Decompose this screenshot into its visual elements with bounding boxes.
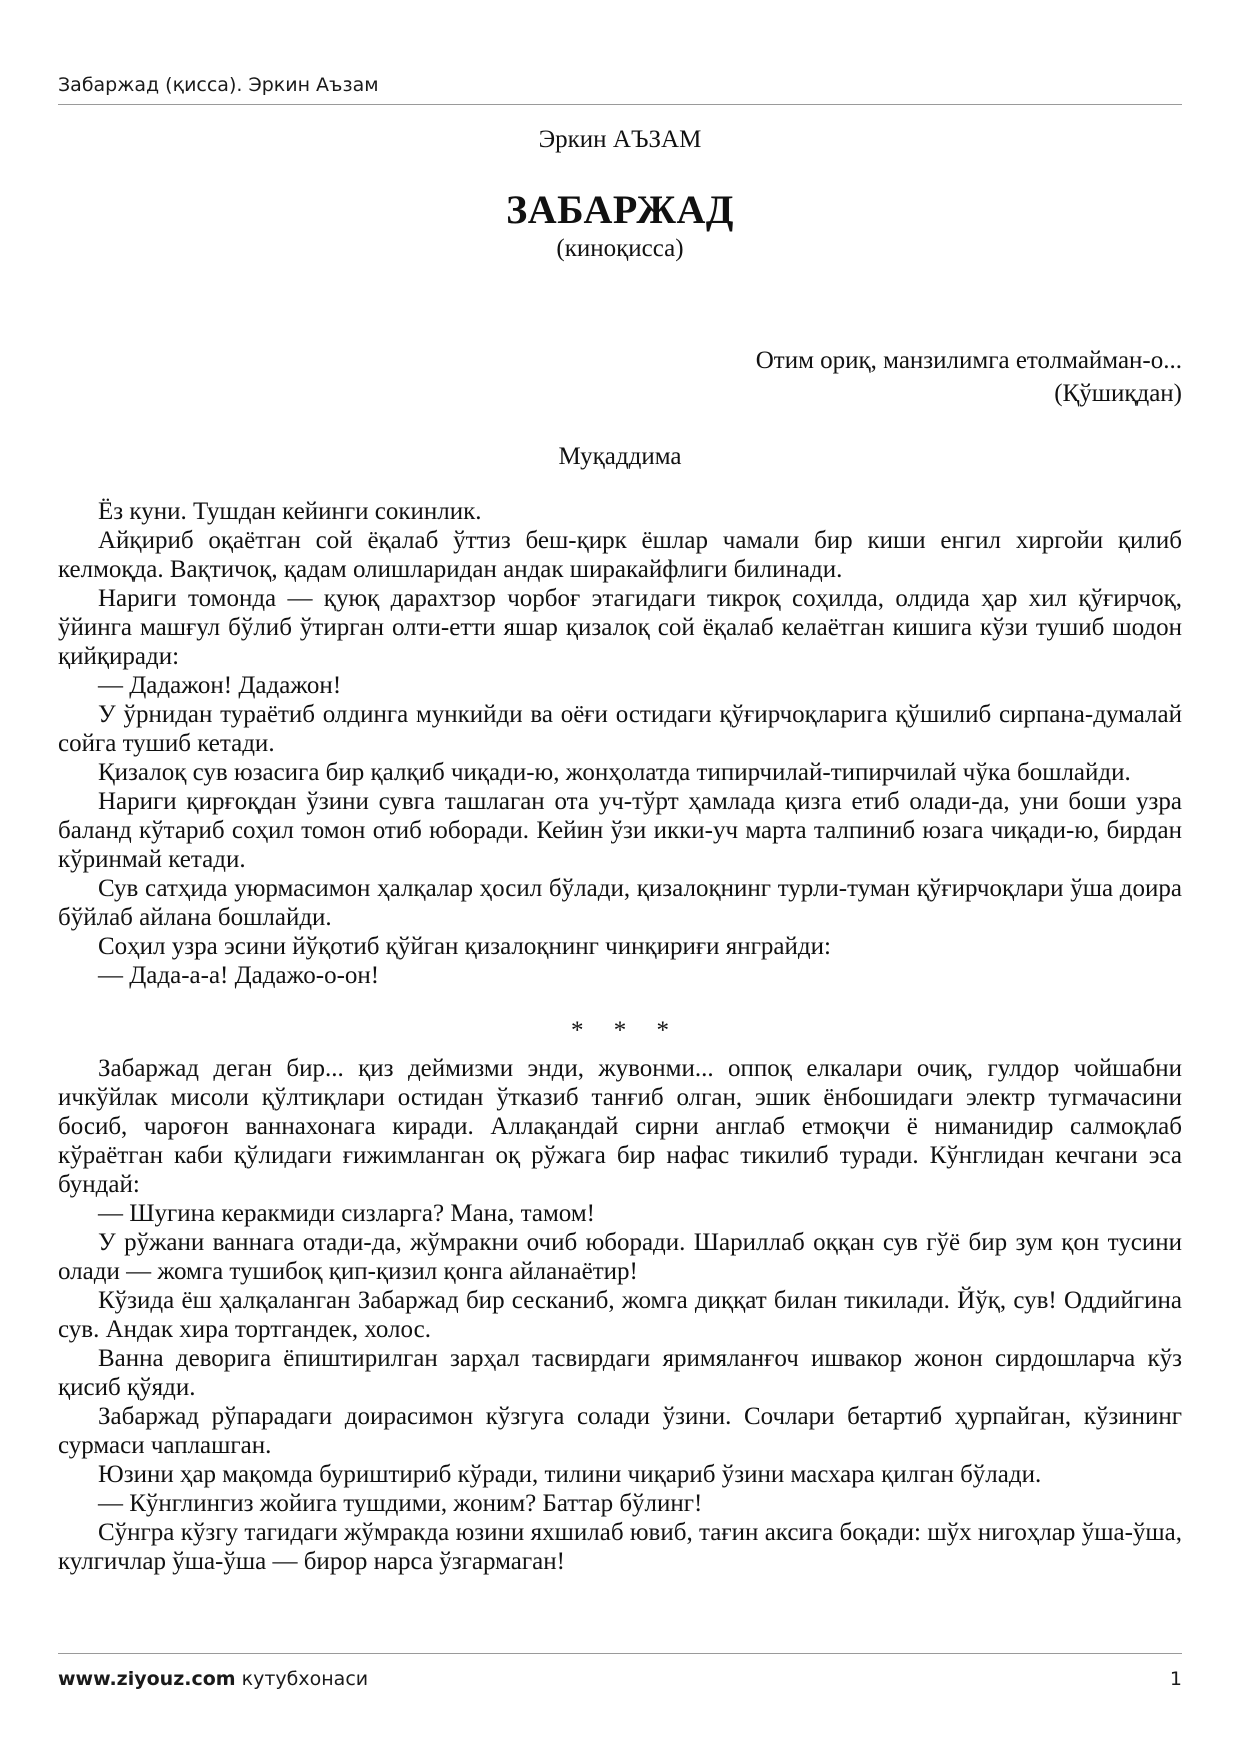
paragraph: У рўжани ваннага отади-да, жўмракни очиб юборади. Шариллаб оққан сув гўё бир зум қон тусини олади — жомга тушибоқ қип-қизил қонга айланаётир! <box>58 1229 1182 1285</box>
paragraph: — Дадажон! Дадажон! <box>98 672 342 699</box>
paragraph: Нариги қирғоқдан ўзини сувга ташлаган ота уч-тўрт ҳамлада қизга етиб олади-да, уни боши узра баланд кўтариб соҳил томон отиб юборади. Кейин ўзи икки-уч марта талпиниб юзага чиқади-ю, бирдан кўринмай кетади. <box>58 788 1182 873</box>
paragraph: Айқириб оқаётган сой ёқалаб ўттиз беш-қирк ёшлар чамали бир киши енгил хиргойи қилиб келмоқда. Вақтичоқ, қадам олишларидан андак ширакайфлиги билинади. <box>58 527 1182 583</box>
section-separator: * * * <box>571 1017 681 1044</box>
paragraph: Сув сатҳида уюрмасимон ҳалқалар ҳосил бўлади, қизалоқнинг турли-туман қўғирчоқлари ўша доира бўйлаб айлана бошлайди. <box>58 875 1182 931</box>
paragraphs-part-2 <box>58 1054 1182 1576</box>
footer-divider <box>58 1653 1182 1654</box>
epigraph-line: Отим ориқ, манзилимга етолмайман-о... <box>755 347 1182 374</box>
footer-credit <box>58 1668 368 1690</box>
paragraph: Забаржад рўпарадаги доирасимон кўзгуга солади ўзини. Сочлари бетартиб ҳурпайган, кўзининг сурмаси чаплашган. <box>58 1403 1182 1459</box>
document-subtitle: (киноқисса) <box>556 235 684 262</box>
paragraph: — Кўнглингиз жойига тушдими, жоним? Баттар бўлинг! <box>98 1490 703 1517</box>
header-divider <box>58 104 1182 105</box>
paragraph: Забаржад деган бир... қиз деймизми энди, жувонми... оппоқ елкалари очиқ, гулдор чойшабни ичкўйлак мисоли қўлтиқлари остидан ўтказиб танғиб олган, эшик ёнбошидаги электр тугмачасини босиб, чароғон ваннахонага киради. Аллақандай сирни англаб етмоқчи ё ниманидир салмоқлаб кўраётган каби қўлидаги ғижимланган оқ рўжага бир нафас тикилиб туради. Кўнглидан кечгани эса бундай: <box>58 1055 1182 1198</box>
paragraph: — Шугина керакмиди сизларга? Мана, тамом! <box>98 1200 595 1227</box>
paragraph: Соҳил узра эсини йўқотиб қўйган қизалоқнинг чинқириғи янграйди: <box>98 933 831 960</box>
paragraphs-part-1 <box>58 497 1182 990</box>
author-name: Эркин АЪЗАМ <box>538 126 702 153</box>
epigraph <box>58 344 1182 410</box>
paragraph: Ёз куни. Тушдан кейинги сокинлик. <box>98 498 482 525</box>
section-title: Муқаддима <box>558 443 682 470</box>
document-title: ЗАБАРЖАД <box>506 187 734 232</box>
paragraph: Ванна деворига ёпиштирилган зарҳал тасвирдаги яримяланғоч ишвакор жонон сирдошларча кўз қисиб қўяди. <box>58 1345 1182 1401</box>
paragraph: Юзини ҳар мақомда буриштириб кўради, тилини чиқариб ўзини масхара қилган бўлади. <box>98 1461 1042 1488</box>
footer-site-link[interactable]: www.ziyouz.com <box>58 1668 236 1690</box>
running-header: Забаржад (қисса). Эркин Аъзам <box>58 74 379 96</box>
paragraph: Сўнгра кўзгу тагидаги жўмракда юзини яхшилаб ювиб, тағин аксига боқади: шўх нигоҳлар ўша-ўша, кулгичлар ўша-ўша — бирор нарса ўзгармаган! <box>58 1519 1182 1575</box>
paragraph: Қизалоқ сув юзасига бир қалқиб чиқади-ю, жонҳолатда типирчилай-типирчилай чўка бошлайди. <box>98 759 1131 786</box>
footer-library-label: кутубхонаси <box>241 1668 369 1690</box>
paragraph: У ўрнидан тураётиб олдинга мункийди ва оёғи остидаги қўғирчоқларига қўшилиб сирпана-думалай сойга тушиб кетади. <box>58 701 1182 757</box>
document-body <box>58 120 1182 1576</box>
page-number: 1 <box>1169 1668 1182 1690</box>
paragraph: Нариги томонда — қуюқ дарахтзор чорбоғ этагидаги тикроқ соҳилда, олдида ҳар хил қўғирчоқ, ўйинга машғул бўлиб ўтирган олти-етти яшар қизалоқ сой ёқалаб келаётган кишига кўзи тушиб шодон қийқиради: <box>58 585 1182 670</box>
paragraph: Кўзида ёш ҳалқаланган Забаржад бир сесканиб, жомга диққат билан тикилади. Йўқ, сув! Оддийгина сув. Андак хира тортгандек, холос. <box>58 1287 1182 1343</box>
epigraph-source: (Қўшиқдан) <box>1054 380 1182 407</box>
paragraph: — Дада-а-а! Дадажо-о-он! <box>98 962 380 989</box>
